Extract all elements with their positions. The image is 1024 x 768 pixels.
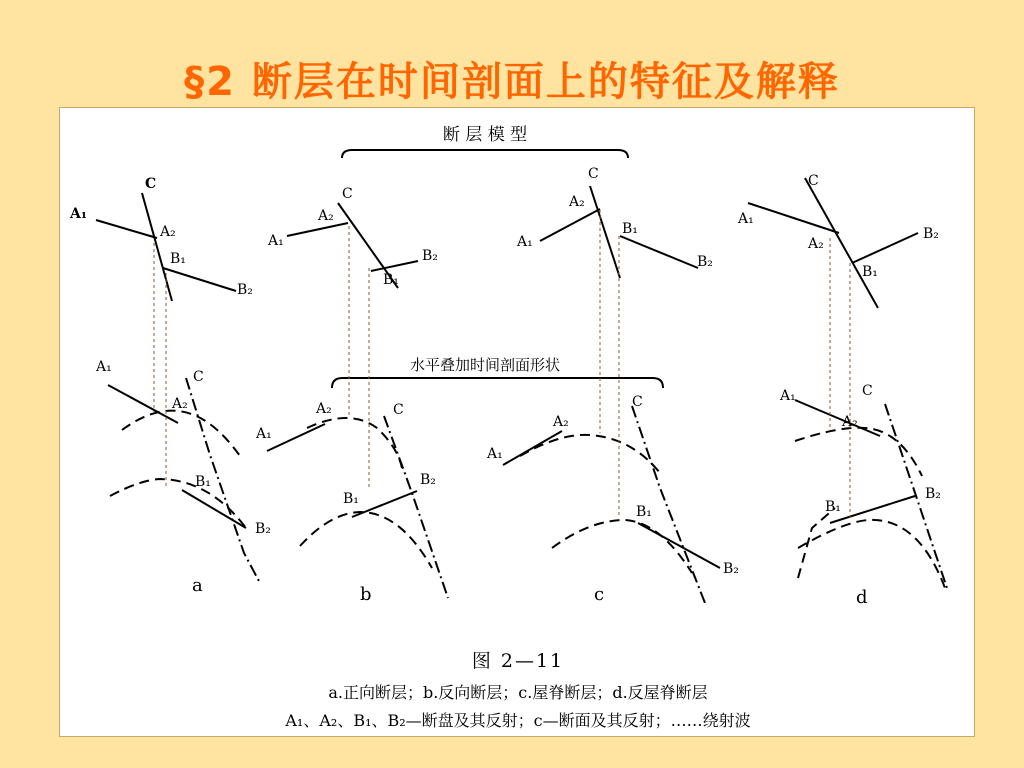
panel-c-model: [540, 186, 698, 278]
panel-b-b2-label: B₂: [422, 248, 438, 264]
panel-b-b1-label: B₁: [383, 272, 399, 288]
panel-b-section: [267, 416, 448, 598]
panel-b-section-a1-label: A₁: [256, 426, 272, 442]
panel-a-caption: a: [192, 575, 203, 596]
panel-b-section-fault-label: C: [393, 402, 404, 418]
panel-c-fault-label: C: [588, 166, 599, 182]
panel-c-a1-label: A₁: [517, 234, 533, 250]
panel-b-fault-label: C: [342, 186, 353, 202]
panel-c-b2-label: B₂: [697, 254, 713, 270]
panel-c-section-fault-label: C: [632, 394, 643, 410]
panel-a-section-b2-label: B₂: [255, 521, 271, 537]
slide-title: §2 断层在时间剖面上的特征及解释: [184, 59, 840, 105]
fault-figure: [59, 107, 975, 737]
panel-a-section-fault-label: C: [193, 369, 204, 385]
panel-c-section-a2-label: A₂: [553, 414, 569, 430]
panel-a-a2-label: A₂: [160, 224, 176, 240]
figure-caption-line2: A₁、A₂、B₁、B₂—断盘及其反射；c—断面及其反射；……绕射波: [285, 711, 751, 730]
model-header: 断 层 模 型: [442, 125, 528, 145]
figure-number: 图 2—11: [471, 650, 565, 672]
panel-d-section-b1-label: B₁: [825, 499, 841, 515]
panel-d-a2-label: A₂: [808, 236, 824, 252]
panel-b-a2-label: A₂: [318, 208, 334, 224]
panel-d-caption: d: [856, 587, 868, 608]
panel-a-a1-label: A₁: [70, 206, 87, 222]
panel-b-section-b2-label: B₂: [420, 472, 436, 488]
panel-d-model: [748, 178, 918, 308]
panel-b-caption: b: [360, 584, 372, 605]
panel-a-model: [96, 193, 236, 301]
panel-d-b2-label: B₂: [923, 226, 939, 242]
panel-b-a1-label: A₁: [268, 233, 284, 249]
panel-c-b1-label: B₁: [622, 221, 638, 237]
panel-c-caption: c: [594, 584, 605, 605]
panel-d-section-b2-label: B₂: [925, 486, 941, 502]
panel-a-b1-label: B₁: [170, 251, 186, 267]
panel-d-section-a2-label: A₂: [842, 414, 858, 430]
panel-a-b2-label: B₂: [237, 282, 253, 298]
section-header: 水平叠加时间剖面形状: [409, 356, 561, 374]
panel-d-fault-label: C: [808, 173, 819, 189]
panel-a-fault-label: C: [145, 176, 157, 192]
panel-c-section-b1-label: B₁: [636, 504, 652, 520]
panel-d-section-a1-label: A₁: [780, 388, 796, 404]
fault-diagram: [60, 108, 976, 738]
panel-d-a1-label: A₁: [738, 211, 754, 227]
panel-c-section-b2-label: B₂: [723, 561, 739, 577]
panel-c-a2-label: A₂: [569, 194, 585, 210]
panel-b-section-a2-label: A₂: [316, 401, 332, 417]
panel-b-section-b1-label: B₁: [343, 491, 359, 507]
panel-a-section-a2-label: A₂: [172, 396, 188, 412]
section-bracket: [332, 378, 663, 388]
model-bracket: [342, 150, 628, 158]
panel-c-section-a1-label: A₁: [487, 446, 503, 462]
panel-a-section-b1-label: B₁: [195, 474, 211, 490]
panel-d-section-fault-label: C: [862, 383, 873, 399]
figure-caption-line1: a.正向断层；b.反向断层；c.屋脊断层；d.反屋脊断层: [328, 683, 708, 702]
panel-c-section: [503, 406, 720, 603]
panel-a-section-a1-label: A₁: [96, 359, 112, 375]
panel-d-b1-label: B₁: [862, 264, 878, 280]
